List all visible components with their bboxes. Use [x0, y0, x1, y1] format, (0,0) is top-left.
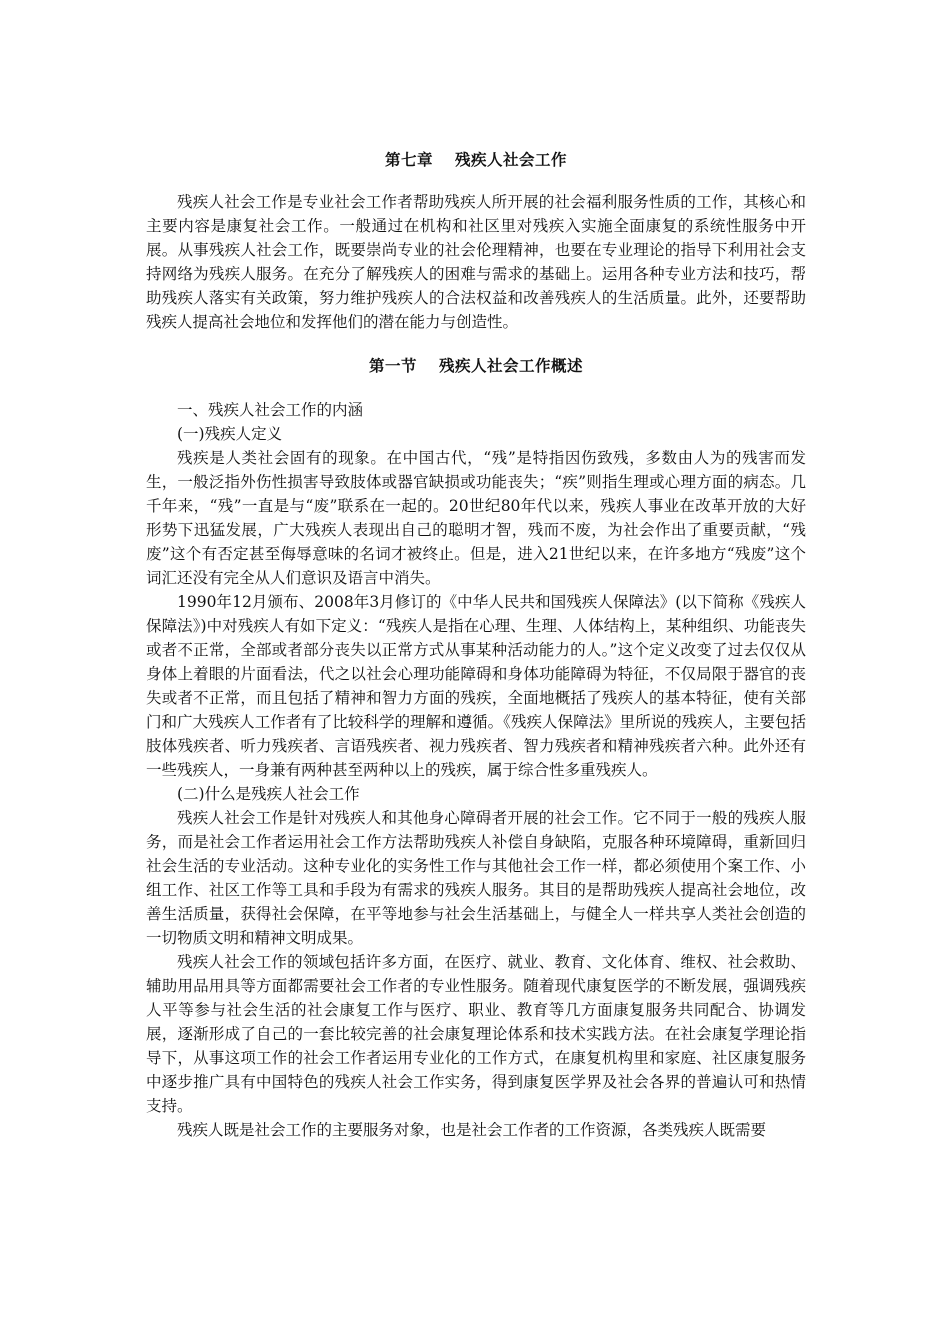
paragraph-social-work-fields: 残疾人社会工作的领域包括许多方面，在医疗、就业、教育、文化体育、维权、社会救助、辅助用品用具等方面都需要社会工作者的专业性服务。随着现代康复医学的不断发展，强调残疾人平等参与社会生活的社会康复工作与医疗、职业、教育等几方面康复服务共同配合、协调发展，逐渐形成了自己的一套比较完善的社会康复理论体系和技术实践方法。在社会康复学理论指导下，从事这项工作的社会工作者运用专业化的工作方式，在康复机构里和家庭、社区康复服务中逐步推广具有中国特色的残疾人社会工作实务，得到康复医学界及社会各界的普遍认可和热情支持。: [146, 953, 806, 1115]
subheading-definition: (一)残疾人定义: [177, 425, 283, 443]
document-body: [146, 148, 806, 1142]
chapter-number: 第七章: [384, 150, 433, 169]
paragraph-social-work-definition: 残疾人社会工作是针对残疾人和其他身心障碍者开展的社会工作。它不同于一般的残疾人服务，而是社会工作者运用社会工作方法帮助残疾人补偿自身缺陷，克服各种环境障碍，重新回归社会生活的专业活动。这种专业化的实务性工作与其他社会工作一样，都必须使用个案工作、小组工作、社区工作等工具和手段为有需求的残疾人服务。其目的是帮助残疾人提高社会地位，改善生活质量，获得社会保障，在平等地参与社会生活基础上，与健全人一样共享人类社会创造的一切物质文明和精神文明成果。: [146, 809, 806, 947]
paragraph-disability-history: 残疾是人类社会固有的现象。在中国古代，“残”是特指因伤致残，多数由人为的残害而发生，一般泛指外伤性损害导致肢体或器官缺损或功能丧失；“疾”则指生理或心理方面的病态。几千年来，“残”一直是与“废”联系在一起的。20世纪80年代以来，残疾人事业在改革开放的大好形势下迅猛发展，广大残疾人表现出自己的聪明才智，残而不废，为社会作出了重要贡献，“残废”这个有否定甚至侮辱意味的名词才被终止。但是，进入21世纪以来，在许多地方“残废”这个词汇还没有完全从人们意识及语言中消失。: [146, 449, 806, 587]
heading-level-1: 一、残疾人社会工作的内涵: [177, 401, 364, 419]
chapter-name: 残疾人社会工作: [455, 150, 568, 169]
section-title: [146, 354, 806, 378]
paragraph-legal-definition: 1990年12月颁布、2008年3月修订的《中华人民共和国残疾人保障法》(以下简称《残疾人保障法》)中对残疾人有如下定义：“残疾人是指在心理、生理、人体结构上，某种组织、功能丧失或者不正常，全部或者部分丧失以正常方式从事某种活动能力的人。”这个定义改变了过去仅仅从身体上着眼的片面看法，代之以社会心理功能障碍和身体功能障碍为特征，不仅局限于器官的丧失或者不正常，而且包括了精神和智力方面的残疾，全面地概括了残疾人的基本特征，使有关部门和广大残疾人工作者有了比较科学的理解和遵循。《残疾人保障法》里所说的残疾人，主要包括肢体残疾者、听力残疾者、言语残疾者、视力残疾者、智力残疾者和精神残疾者六种。此外还有一些残疾人，一身兼有两种甚至两种以上的残疾，属于综合性多重残疾人。: [146, 593, 806, 779]
chapter-title: [146, 148, 806, 172]
intro-paragraph: 残疾人社会工作是专业社会工作者帮助残疾人所开展的社会福利服务性质的工作，其核心和主要内容是康复社会工作。一般通过在机构和社区里对残疾入实施全面康复的系统性服务中开展。从事残疾人社会工作，既要崇尚专业的社会伦理精神，也要在专业理论的指导下利用社会支持网络为残疾人服务。在充分了解残疾人的困难与需求的基础上。运用各种专业方法和技巧，帮助残疾人落实有关政策，努力维护残疾人的合法权益和改善残疾人的生活质量。此外，还要帮助残疾人提高社会地位和发挥他们的潜在能力与创造性。: [146, 193, 806, 331]
paragraph-service-objects: 残疾人既是社会工作的主要服务对象，也是社会工作者的工作资源，各类残疾人既需要: [177, 1121, 767, 1139]
subheading-what-is-social-work: (二)什么是残疾人社会工作: [177, 785, 360, 803]
section-number: 第一节: [368, 356, 417, 375]
section-name: 残疾人社会工作概述: [439, 356, 584, 375]
